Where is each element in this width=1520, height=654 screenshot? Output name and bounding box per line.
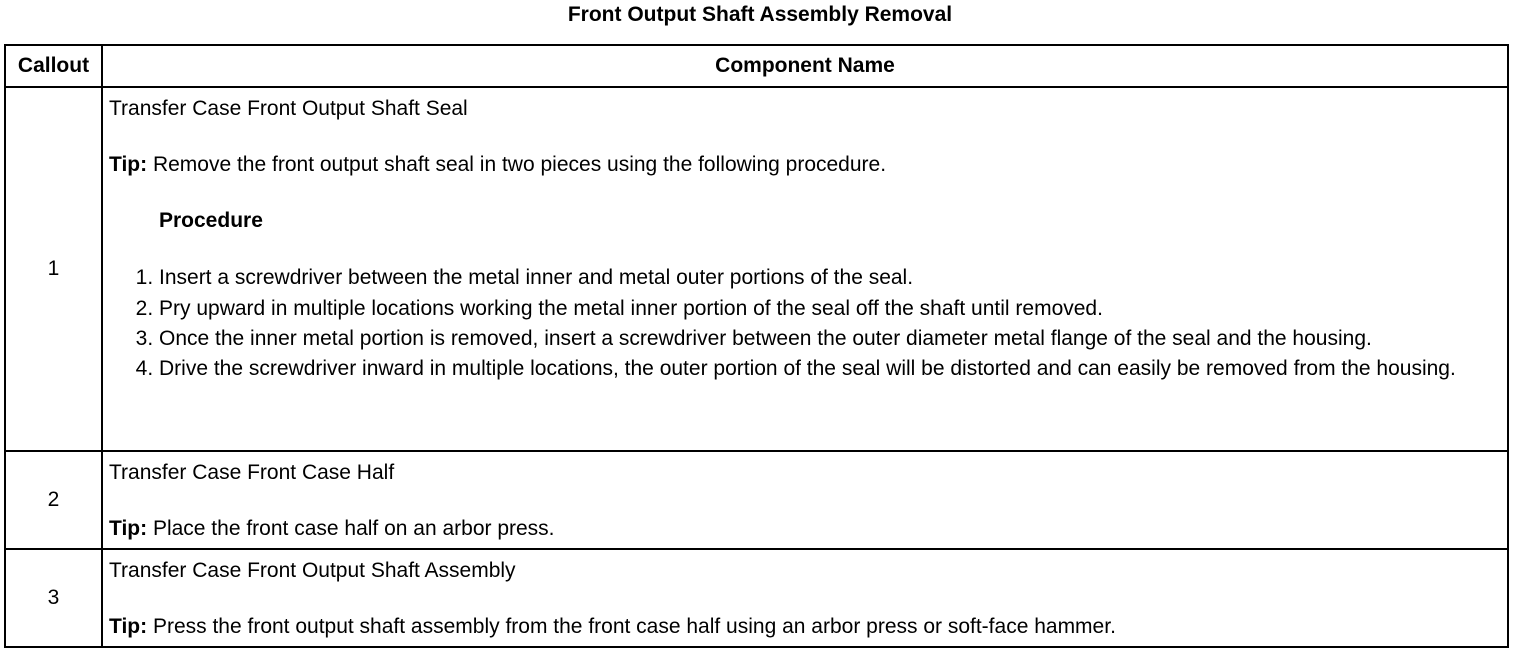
procedure-step: 1. Insert a screwdriver between the metal inner and metal outer portions of the seal. — [159, 262, 1507, 293]
component-cell — [102, 451, 1508, 549]
procedure-title: Procedure — [159, 209, 263, 232]
callout-number: 1 — [5, 87, 102, 451]
procedure-step: 3. Once the inner metal portion is removed, insert a screwdriver between the outer diameter metal flange of the seal and the housing. — [159, 324, 1507, 354]
tip — [109, 612, 1507, 641]
component-cell — [102, 549, 1508, 647]
procedure-step: 4. Drive the screwdriver inward in multiple locations, the outer portion of the seal will be distorted and can easily be removed from the housing. — [159, 354, 1507, 384]
component-name: Transfer Case Front Case Half — [109, 461, 395, 484]
tip — [109, 150, 1507, 179]
tip-label: Tip: — [109, 153, 148, 176]
procedure-steps — [109, 262, 1507, 384]
table-row — [5, 87, 1508, 451]
table-header-row — [5, 45, 1508, 87]
callout-number: 2 — [5, 451, 102, 549]
tip-text: Press the front output shaft assembly from the front case half using an arbor press or soft-face hammer. — [147, 615, 1116, 638]
tip-label: Tip: — [109, 615, 148, 638]
document-title: Front Output Shaft Assembly Removal — [567, 3, 953, 26]
header-component-name: Component Name — [102, 45, 1508, 87]
header-callout: Callout — [5, 45, 102, 87]
component-name: Transfer Case Front Output Shaft Assembly — [109, 559, 516, 582]
component-name: Transfer Case Front Output Shaft Seal — [109, 97, 468, 120]
procedure-step: 2. Pry upward in multiple locations working the metal inner portion of the seal off the shaft until removed. — [159, 293, 1507, 324]
callout-number: 3 — [5, 549, 102, 647]
table-row — [5, 549, 1508, 647]
tip-text: Remove the front output shaft seal in two pieces using the following procedure. — [147, 153, 887, 176]
tip-text: Place the front case half on an arbor press. — [147, 517, 555, 540]
tip-label: Tip: — [109, 517, 148, 540]
component-table — [4, 44, 1509, 648]
component-cell — [102, 87, 1508, 451]
table-row — [5, 451, 1508, 549]
tip — [109, 514, 1507, 543]
